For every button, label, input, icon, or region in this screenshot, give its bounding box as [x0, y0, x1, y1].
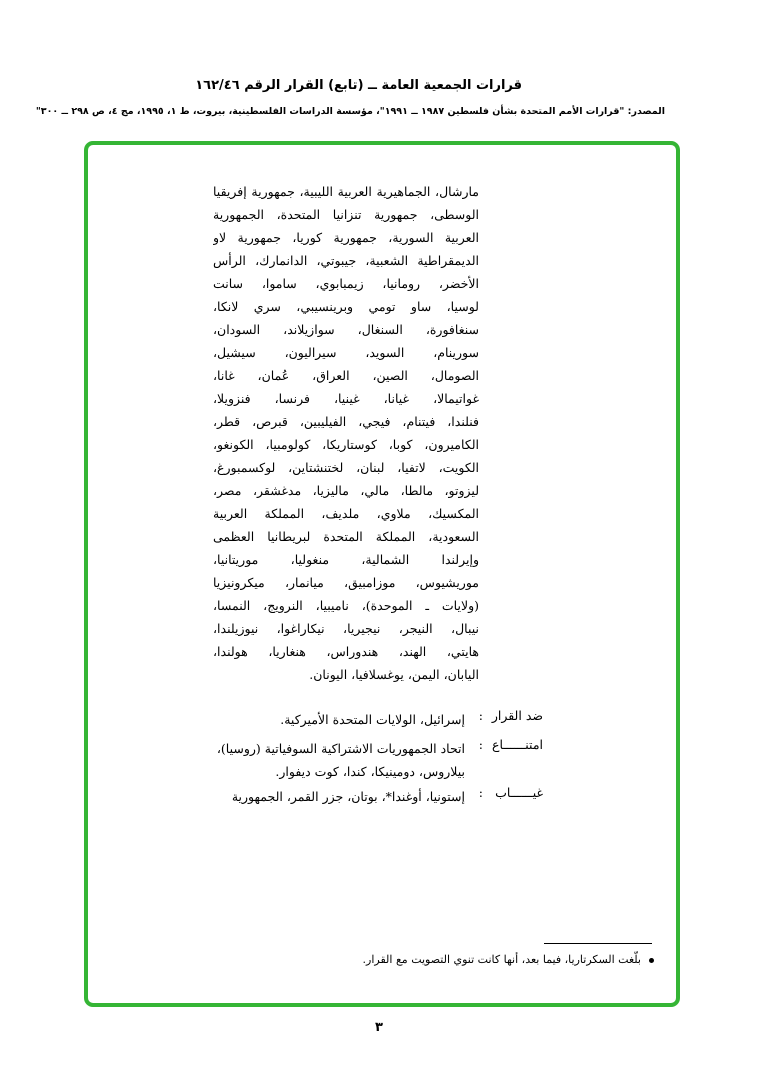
vote-absent-countries	[201, 785, 465, 808]
vote-absent-label: غيــــــاب	[495, 785, 543, 800]
vote-against-label: ضد القرار	[491, 708, 543, 723]
footnote	[363, 953, 654, 966]
vote-abstain-countries	[201, 737, 465, 783]
text-line: غواتيمالا، غيانا، غينيا، فرنسا، فنزويلا،	[213, 391, 479, 406]
source-citation: المصدر: "قرارات الأمم المتحدة بشأن فلسطين ١٩٨٧ ــ ١٩٩١"، مؤسسة الدراسات الفلسطينية، بيروت، ط ١، ١٩٩٥، مج ٤، ص ٢٩٨ ــ ٣٠٠"	[35, 106, 665, 117]
text-line: إسرائيل، الولايات المتحدة الأميركية.	[280, 712, 465, 727]
text-line: الوسطى، جمهورية تنزانيا المتحدة، الجمهورية	[213, 207, 479, 222]
text-line: سنغافورة، السنغال، سوازيلاند، السودان،	[213, 322, 479, 337]
text-line: السعودية، المملكة المتحدة لبريطانيا العظمى	[213, 529, 479, 544]
footnote-text: بلّغت السكرتاريا، فيما بعد، أنها كانت تنوي التصويت مع القرار.	[362, 953, 641, 966]
text-line: الأخضر، رومانيا، زيمبابوي، ساموا، سانت	[213, 276, 479, 291]
text-line: المكسيك، ملاوي، ملديف، المملكة العربية	[213, 506, 479, 521]
text-line: اتحاد الجمهوريات الاشتراكية السوفياتية (روسيا)،	[216, 741, 465, 756]
text-line: الكاميرون، كوبا، كوستاريكا، كولومبيا، الكونغو،	[213, 437, 479, 452]
text-line: سورينام، السويد، سيراليون، سيشيل،	[213, 345, 479, 360]
text-line: العربية السورية، جمهورية كوريا، جمهورية لاو	[213, 230, 479, 245]
voting-countries-list	[213, 180, 479, 686]
text-line: ليزوتو، مالطا، مالي، ماليزيا، مدغشقر، مصر،	[213, 483, 479, 498]
text-line: بيلاروس، دومينيكا، كندا، كوت ديفوار.	[275, 764, 465, 779]
text-line: إستونيا، أوغندا*، بوتان، جزر القمر، الجمهورية	[231, 789, 465, 804]
colon: :	[478, 708, 483, 723]
page-number: ٣	[375, 1020, 383, 1035]
bullet-icon	[649, 958, 654, 963]
text-line: فنلندا، فيتنام، فيجي، الفيليبين، قبرص، قطر،	[213, 414, 479, 429]
colon: :	[478, 785, 483, 800]
text-line: لوسيا، ساو تومي وبرينسيبي، سري لانكا،	[213, 299, 479, 314]
text-line: وإيرلندا الشمالية، منغوليا، موريتانيا،	[213, 552, 479, 567]
text-line: الديمقراطية الشعبية، جيبوتي، الدانمارك، الرأس	[213, 253, 479, 268]
text-line: اليابان، اليمن، يوغسلافيا، اليونان.	[309, 667, 479, 682]
footnote-separator	[544, 943, 652, 944]
text-line: هايتي، الهند، هندوراس، هنغاريا، هولندا،	[213, 644, 479, 659]
vote-abstain-label: امتنــــــاع	[492, 737, 543, 752]
text-line: الكويت، لاتفيا، لبنان، لختنشتاين، لوكسمبورغ،	[213, 460, 479, 475]
text-line: نيبال، النيجر، نيجيريا، نيكاراغوا، نيوزيلندا،	[213, 621, 479, 636]
page-header-title: قرارات الجمعية العامة ــ (تابع) القرار الرقم ١٦٢/٤٦	[195, 78, 522, 93]
text-line: مارشال، الجماهيرية العربية الليبية، جمهورية إفريقيا	[213, 184, 479, 199]
vote-against-countries	[201, 708, 465, 731]
text-line: الصومال، الصين، العراق، عُمان، غانا،	[213, 368, 479, 383]
colon: :	[478, 737, 483, 752]
text-line: موريشيوس، موزامبيق، ميانمار، ميكرونيزيا	[213, 575, 479, 590]
text-line: (ولايات ـ الموحدة)، ناميبيا، النرويج، النمسا،	[213, 598, 479, 613]
